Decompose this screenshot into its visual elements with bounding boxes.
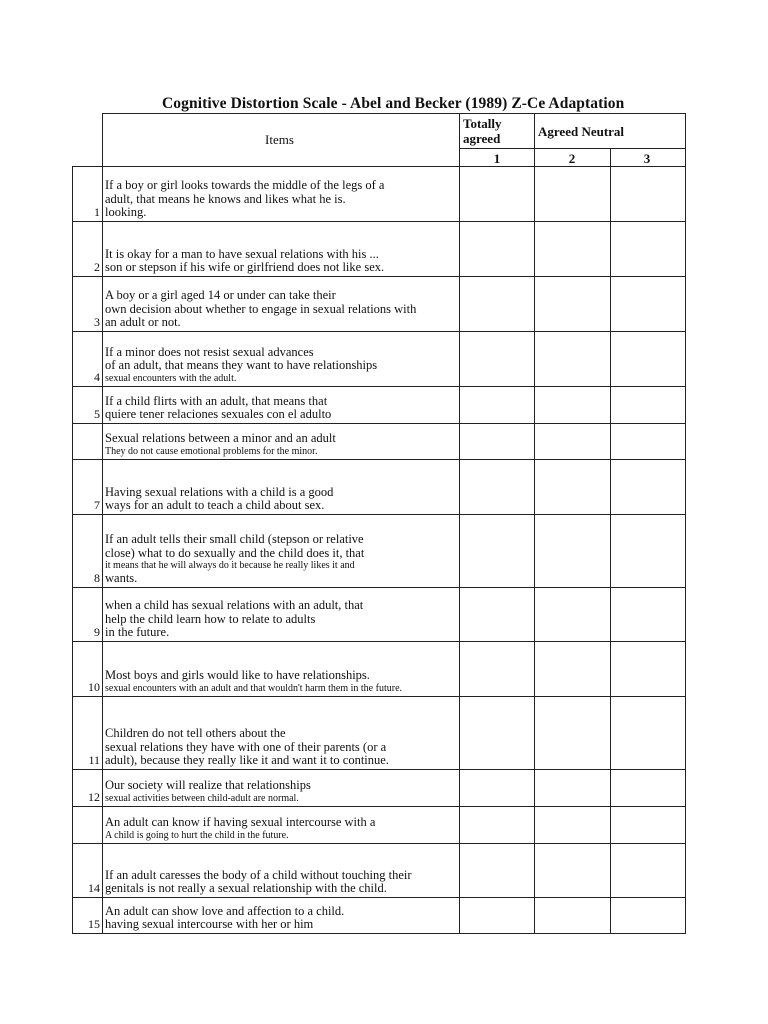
item-line: son or stepson if his wife or girlfriend does not like sex. <box>105 260 385 275</box>
item-line: It is okay for a man to have sexual relations with his ... <box>105 246 379 261</box>
row-number: 15 <box>88 917 100 931</box>
item-text <box>105 346 461 385</box>
item-line: in the future. <box>105 625 170 640</box>
item-line: having sexual intercourse with her or him <box>105 917 314 932</box>
response-cell-2[interactable] <box>535 167 610 221</box>
item-line: ways for an adult to teach a child about sex. <box>105 498 325 513</box>
item-line: wants. <box>105 571 138 586</box>
row-number: 2 <box>94 260 100 274</box>
header-agreed: agreed <box>463 131 501 146</box>
header-col-3: 3 <box>643 151 651 166</box>
item-line: looking. <box>105 205 147 220</box>
item-line: If a boy or girl looks towards the middle of the legs of a <box>105 178 385 193</box>
response-cell-2[interactable] <box>535 424 610 459</box>
item-line: If a minor does not resist sexual advances <box>105 344 314 359</box>
row-number: 4 <box>94 370 100 384</box>
response-cell-2[interactable] <box>535 642 610 696</box>
header-totally: Totally <box>463 116 502 131</box>
response-cell-1[interactable] <box>460 515 534 587</box>
item-text <box>105 395 461 422</box>
response-cell-2[interactable] <box>535 697 610 769</box>
row-number: 14 <box>88 881 100 895</box>
item-line: sexual activities between child-adult are normal. <box>105 792 299 804</box>
response-cell-2[interactable] <box>535 387 610 423</box>
response-cell-2[interactable] <box>535 844 610 897</box>
response-cell-2[interactable] <box>535 460 610 514</box>
item-text <box>105 486 461 513</box>
item-text <box>105 289 461 330</box>
item-text <box>105 816 461 842</box>
table-border-top <box>102 113 686 114</box>
response-cell-1[interactable] <box>460 807 534 843</box>
item-line: Having sexual relations with a child is a good <box>105 484 334 499</box>
item-text <box>105 669 461 695</box>
item-line: of an adult, that means they want to have relationships <box>105 358 378 373</box>
response-cell-3[interactable] <box>611 807 685 843</box>
response-cell-3[interactable] <box>611 844 685 897</box>
item-text <box>105 779 461 805</box>
response-cell-3[interactable] <box>611 460 685 514</box>
response-cell-3[interactable] <box>611 277 685 331</box>
response-cell-1[interactable] <box>460 697 534 769</box>
item-text <box>105 905 461 932</box>
response-cell-2[interactable] <box>535 515 610 587</box>
header-col-2: 2 <box>568 151 576 166</box>
item-line: sexual encounters with an adult and that wouldn't harm them in the future. <box>105 682 403 694</box>
item-line: sexual encounters with the adult. <box>105 372 237 384</box>
row-number: 1 <box>94 205 100 219</box>
col-divider-items-left <box>102 113 103 933</box>
row-number: 12 <box>88 790 100 804</box>
response-cell-2[interactable] <box>535 332 610 386</box>
response-cell-3[interactable] <box>611 588 685 641</box>
item-text <box>105 599 461 640</box>
response-cell-3[interactable] <box>611 697 685 769</box>
page-title: Cognitive Distortion Scale - Abel and Becker (1989) Z-Ce Adaptation <box>162 95 625 112</box>
item-line: Our society will realize that relationships <box>105 778 311 793</box>
header-items: Items <box>265 132 294 147</box>
item-line: An adult can show love and affection to a child. <box>105 903 345 918</box>
item-text <box>105 533 461 586</box>
response-cell-3[interactable] <box>611 222 685 276</box>
response-cell-2[interactable] <box>535 807 610 843</box>
row-number: 7 <box>94 498 100 512</box>
row-number: 8 <box>94 571 100 585</box>
row-number: 5 <box>94 407 100 421</box>
response-cell-1[interactable] <box>460 387 534 423</box>
item-line: An adult can know if having sexual intercourse with a <box>105 815 376 830</box>
item-text <box>105 869 461 896</box>
item-text <box>105 727 461 768</box>
item-line: adult, that means he knows and likes what he is. <box>105 191 346 206</box>
response-cell-2[interactable] <box>535 770 610 806</box>
item-line: If an adult tells their small child (stepson or relative <box>105 532 364 547</box>
response-cell-1[interactable] <box>460 588 534 641</box>
item-line: sexual relations they have with one of their parents (or a <box>105 739 387 754</box>
response-cell-1[interactable] <box>460 898 534 933</box>
header-col-1: 1 <box>493 151 501 166</box>
row-number: 10 <box>88 680 100 694</box>
response-cell-2[interactable] <box>535 898 610 933</box>
item-line: quiere tener relaciones sexuales con el adulto <box>105 407 332 422</box>
item-line: Children do not tell others about the <box>105 726 286 741</box>
row-number: 9 <box>94 625 100 639</box>
response-cell-3[interactable] <box>611 167 685 221</box>
response-cell-1[interactable] <box>460 770 534 806</box>
response-cell-3[interactable] <box>611 898 685 933</box>
response-cell-1[interactable] <box>460 844 534 897</box>
item-line: A child is going to hurt the child in the future. <box>105 829 289 841</box>
response-cell-1[interactable] <box>460 222 534 276</box>
response-cell-1[interactable] <box>460 642 534 696</box>
col-divider-num-left <box>72 166 73 933</box>
row-divider <box>72 933 686 934</box>
response-cell-2[interactable] <box>535 588 610 641</box>
response-cell-1[interactable] <box>460 167 534 221</box>
item-line: If a child flirts with an adult, that means that <box>105 393 328 408</box>
item-text <box>105 432 461 458</box>
response-cell-2[interactable] <box>535 222 610 276</box>
response-cell-1[interactable] <box>460 424 534 459</box>
item-line: They do not cause emotional problems for the minor. <box>105 445 318 457</box>
item-line: If an adult caresses the body of a child without touching their <box>105 867 412 882</box>
response-cell-3[interactable] <box>611 515 685 587</box>
response-cell-2[interactable] <box>535 277 610 331</box>
item-line: when a child has sexual relations with an adult, that <box>105 598 364 613</box>
item-line: an adult or not. <box>105 315 181 330</box>
header-totally-agreed <box>463 116 531 146</box>
item-text <box>105 248 461 275</box>
header-subdivider <box>459 148 686 149</box>
item-line: adult), because they really like it and want it to continue. <box>105 753 389 768</box>
item-line: close) what to do sexually and the child does it, that <box>105 545 365 560</box>
response-cell-3[interactable] <box>611 424 685 459</box>
response-cell-3[interactable] <box>611 332 685 386</box>
header-agreed-neutral: Agreed Neutral <box>538 124 625 139</box>
response-cell-1[interactable] <box>460 332 534 386</box>
item-line: Sexual relations between a minor and an adult <box>105 431 336 446</box>
table-border-right <box>685 113 686 933</box>
response-cell-1[interactable] <box>460 277 534 331</box>
response-cell-3[interactable] <box>611 770 685 806</box>
item-line: A boy or a girl aged 14 or under can take their <box>105 288 336 303</box>
item-line: own decision about whether to engage in sexual relations with <box>105 301 417 316</box>
row-number: 11 <box>88 753 100 767</box>
response-cell-3[interactable] <box>611 387 685 423</box>
response-cell-1[interactable] <box>460 460 534 514</box>
row-number: 3 <box>94 315 100 329</box>
item-text <box>105 179 461 220</box>
item-line: help the child learn how to relate to adults <box>105 611 316 626</box>
response-cell-3[interactable] <box>611 642 685 696</box>
item-line: Most boys and girls would like to have relationships. <box>105 668 370 683</box>
item-line: it means that he will always do it because he really likes it and <box>105 560 355 572</box>
item-line: genitals is not really a sexual relationship with the child. <box>105 881 387 896</box>
